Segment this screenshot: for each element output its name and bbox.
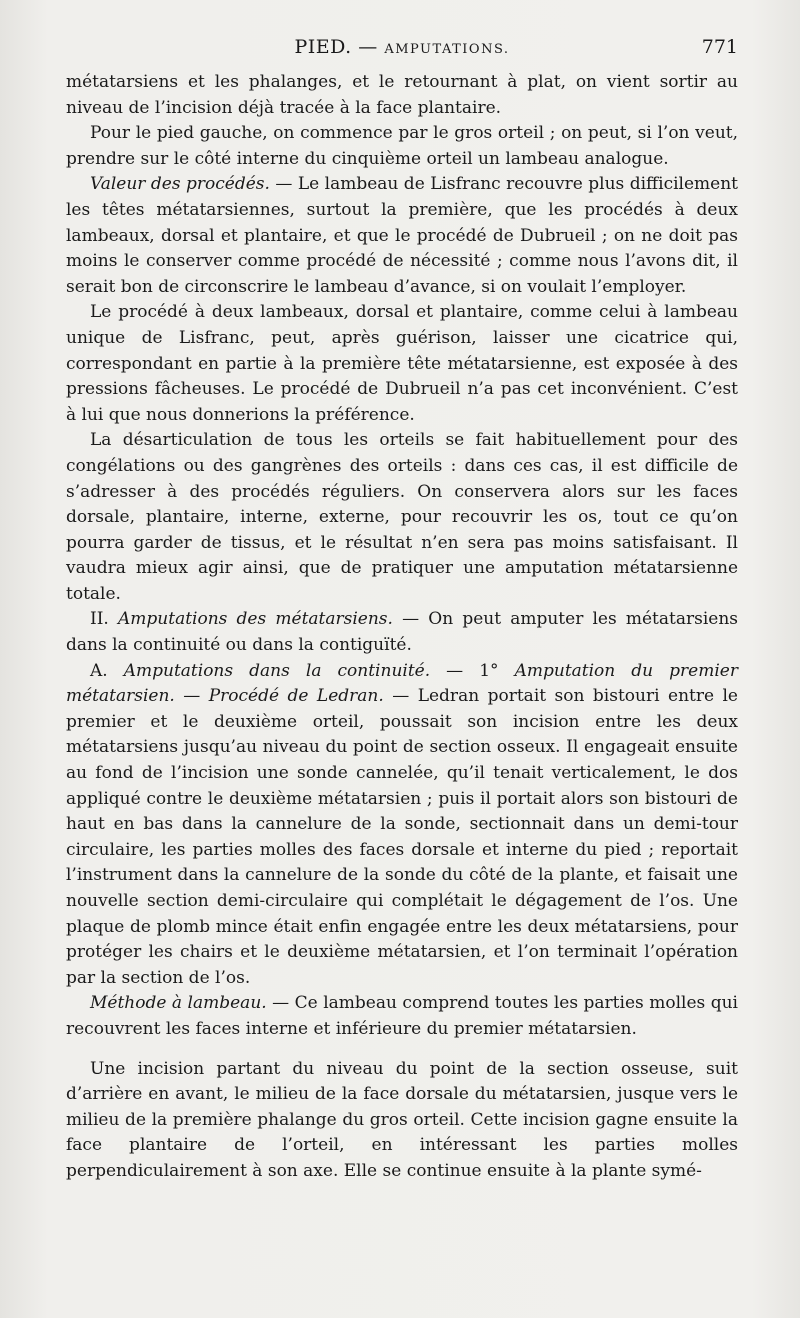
paragraph-left-foot: Pour le pied gauche, on commence par le gros orteil ; on peut, si l’on veut, prendre sur le côté interne du cinquième orteil un lambeau analogue. — [66, 123, 738, 169]
section-lead: Méthode à lambeau. — [90, 993, 267, 1014]
paragraph-amputations-metatarsiens: II. Amputations des métatarsiens. — On peut amputer les métatarsiens dans la continuité ou dans la contiguïté. — [66, 609, 739, 656]
paragraph-deux-lambeaux: Le procédé à deux lambeaux, dorsal et plantaire, comme celui à lambeau unique de Lisfranc, peut, après guérison, laisser une cicatrice qui, correspondant en partie à la première tête métatarsienne, est exposée à des pressions fâcheuses. Le procédé de Dubrueil n’a pas cet inconvénient. C’est à lui que nous donnerions la préférence. — [66, 302, 738, 425]
paragraph-incision: Une incision partant du niveau du point de la section osseuse, suit d’arrière en avant, le milieu de la face dorsale du métatarsien, jusque vers le milieu de la première phalange du gros orteil. Cette incision gagne ensuite la face plantaire de l’orteil, en intéressant les parties molles perpendiculairement à son axe. Elle se continue ensuite à la plante symé- — [66, 1058, 738, 1181]
section-lead: Amputations des métatarsiens. — [118, 609, 393, 630]
running-head-separator: — — [351, 36, 385, 58]
page-header — [66, 36, 738, 66]
page-number: 771 — [701, 36, 738, 58]
paragraph-continuation: métatarsiens et les phalanges, et le retournant à plat, on vient sortir au niveau de l’incision déjà tracée à la face plantaire. — [66, 72, 738, 118]
paragraph-methode-lambeau: Méthode à lambeau. — Ce lambeau comprend toutes les parties molles qui recouvrent les faces interne et inférieure du premier métatarsien. — [66, 993, 738, 1039]
section-lead: Valeur des procédés. — [90, 174, 270, 195]
running-head — [66, 36, 738, 58]
body-text — [66, 70, 738, 1185]
paragraph-desarticulation: La désarticulation de tous les orteils se fait habituellement pour des congélations ou des gangrènes des orteils : dans ces cas, il est difficile de s’adresser à des procédés réguliers. On conservera alors sur les faces dorsale, plantaire, interne, externe, pour recouvrir les os, tout ce qu’on pourra garder de tissus, et le résultat n’en sera pas moins satisfaisant. Il vaudra mieux agir ainsi, que de pratiquer une amputation métatarsienne totale. — [66, 430, 738, 604]
section-lead-secondary: Amputation du premier métatarsien. — Procédé de Ledran. — [66, 660, 738, 707]
running-head-subtitle: AMPUTATIONS. — [384, 42, 510, 57]
paragraph-continuite-ledran: A. Amputations dans la continuité. — 1° Amputation du premier métatarsien. — Procédé de Ledran. — Ledran portait son bistouri entre le premier et le deuxième orteil, poussait son incision entre les deux métatarsiens jusqu’au niveau du point de section osseux. Il engageait ensuite au fond de l’incision une sonde cannelée, qu’il tenait verticalement, le dos appliqué contre le deuxième métatarsien ; puis il portait alors son bistouri de haut en bas dans la cannelure de la sonde, sectionnait dans un demi-tour circulaire, les parties molles des faces dorsale et interne du pied ; reportait l’instrument dans la cannelure de la sonde du côté de la plante, et faisait une nouvelle section demi-circulaire qui complétait le dégagement de l’os. Une plaque de plomb mince était enfin engagée entre les deux métatarsiens, pour protéger les chairs et le deuxième métatarsien, et l’on terminait l’opération par la section de l’os. — [66, 660, 738, 988]
running-head-main: PIED. — [294, 36, 352, 58]
paragraph-valeur-des-procedes: Valeur des procédés. — Le lambeau de Lisfranc recouvre plus difficilement les têtes métatarsiennes, surtout la première, que les procédés à deux lambeaux, dorsal et plantaire, et que le procédé de Dubrueil ; on ne doit pas moins le conserver comme procédé de nécessité ; comme nous l’avons dit, il serait bon de circonscrire le lambeau d’avance, si on voulait l’employer. — [66, 174, 738, 297]
section-lead: Amputations dans la continuité. — [123, 660, 431, 681]
